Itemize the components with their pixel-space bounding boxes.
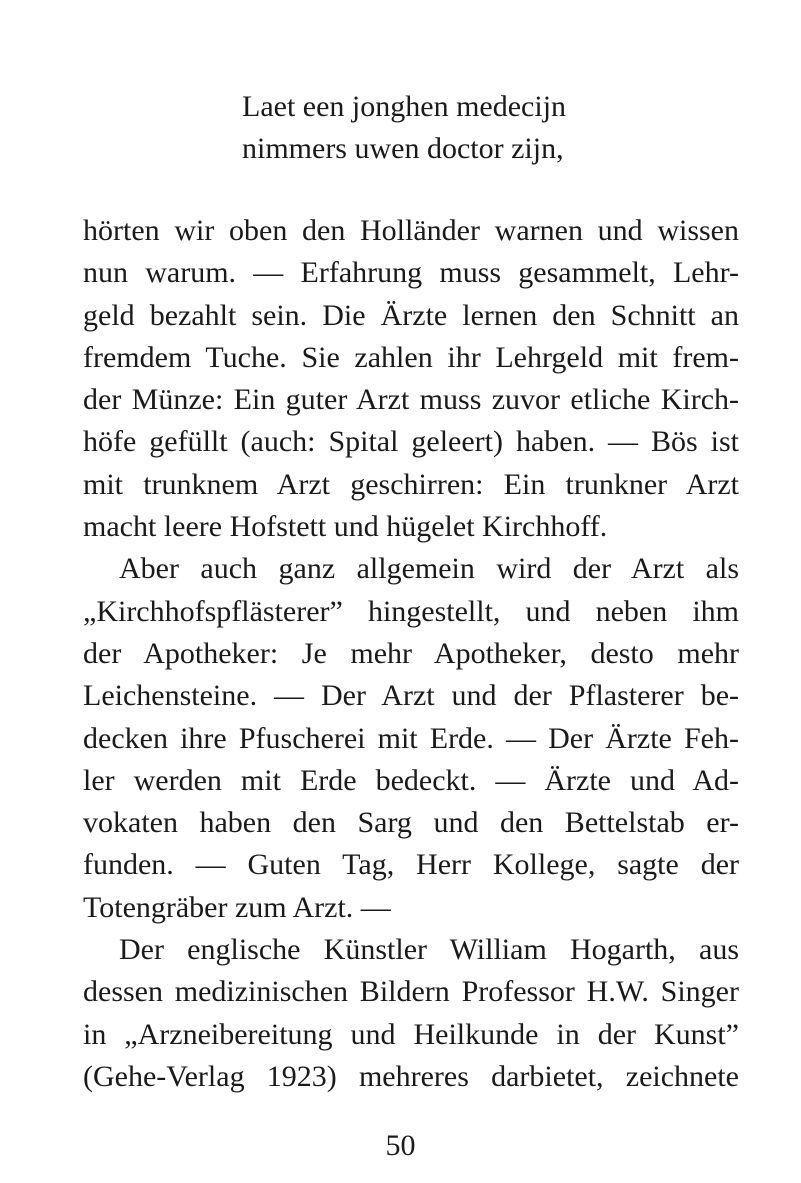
text-line: (Gehe-Verlag 1923) mehreres darbietet, zeichnete bbox=[83, 1059, 739, 1093]
text-line: „Kirchhofspflästerer” hingestellt, und neben ihm bbox=[83, 594, 739, 628]
verse-quote bbox=[242, 86, 566, 170]
body-text bbox=[83, 210, 739, 1098]
text-line: hörten wir oben den Holländer warnen und wissen bbox=[83, 214, 739, 247]
text-line: funden. — Guten Tag, Herr Kollege, sagte der bbox=[83, 848, 739, 882]
page-number: 50 bbox=[385, 1129, 416, 1162]
text-line: mit trunknem Arzt geschirren: Ein trunkner Arzt bbox=[83, 467, 739, 501]
text-line: der Münze: Ein guter Arzt muss zuvor etliche Kirch- bbox=[83, 383, 739, 417]
text-line: vokaten haben den Sarg und den Bettelstab er- bbox=[83, 806, 739, 840]
text-line: nun warum. — Erfahrung muss gesammelt, Lehr- bbox=[83, 256, 739, 290]
text-line: in „Arzneibereitung und Heilkunde in der Kunst” bbox=[83, 1017, 739, 1051]
text-line: Aber auch ganz allgemein wird der Arzt als bbox=[119, 552, 739, 586]
text-line: der Apotheker: Je mehr Apotheker, desto mehr bbox=[83, 636, 739, 670]
text-line: Leichensteine. — Der Arzt und der Pflasterer be- bbox=[83, 679, 739, 713]
text-line: dessen medizinischen Bildern Professor H.W. Singer bbox=[83, 975, 739, 1009]
text-line: decken ihre Pfuscherei mit Erde. — Der Ärzte Feh- bbox=[83, 721, 739, 755]
text-line: ler werden mit Erde bedeckt. — Ärzte und Ad- bbox=[83, 763, 739, 797]
text-line: Totengräber zum Arzt. — bbox=[83, 890, 391, 924]
text-line: geld bezahlt sein. Die Ärzte lernen den Schnitt an bbox=[83, 298, 739, 332]
verse-line: nimmers uwen doctor zijn, bbox=[242, 132, 564, 165]
text-line: macht leere Hofstett und hügelet Kirchhoff. bbox=[83, 510, 608, 544]
text-line: Der englische Künstler William Hogarth, aus bbox=[119, 933, 739, 967]
text-line: höfe gefüllt (auch: Spital geleert) haben. — Bös ist bbox=[83, 425, 739, 459]
verse-line: Laet een jonghen medecijn bbox=[242, 90, 567, 123]
text-line: fremdem Tuche. Sie zahlen ihr Lehrgeld mit frem- bbox=[83, 340, 739, 374]
